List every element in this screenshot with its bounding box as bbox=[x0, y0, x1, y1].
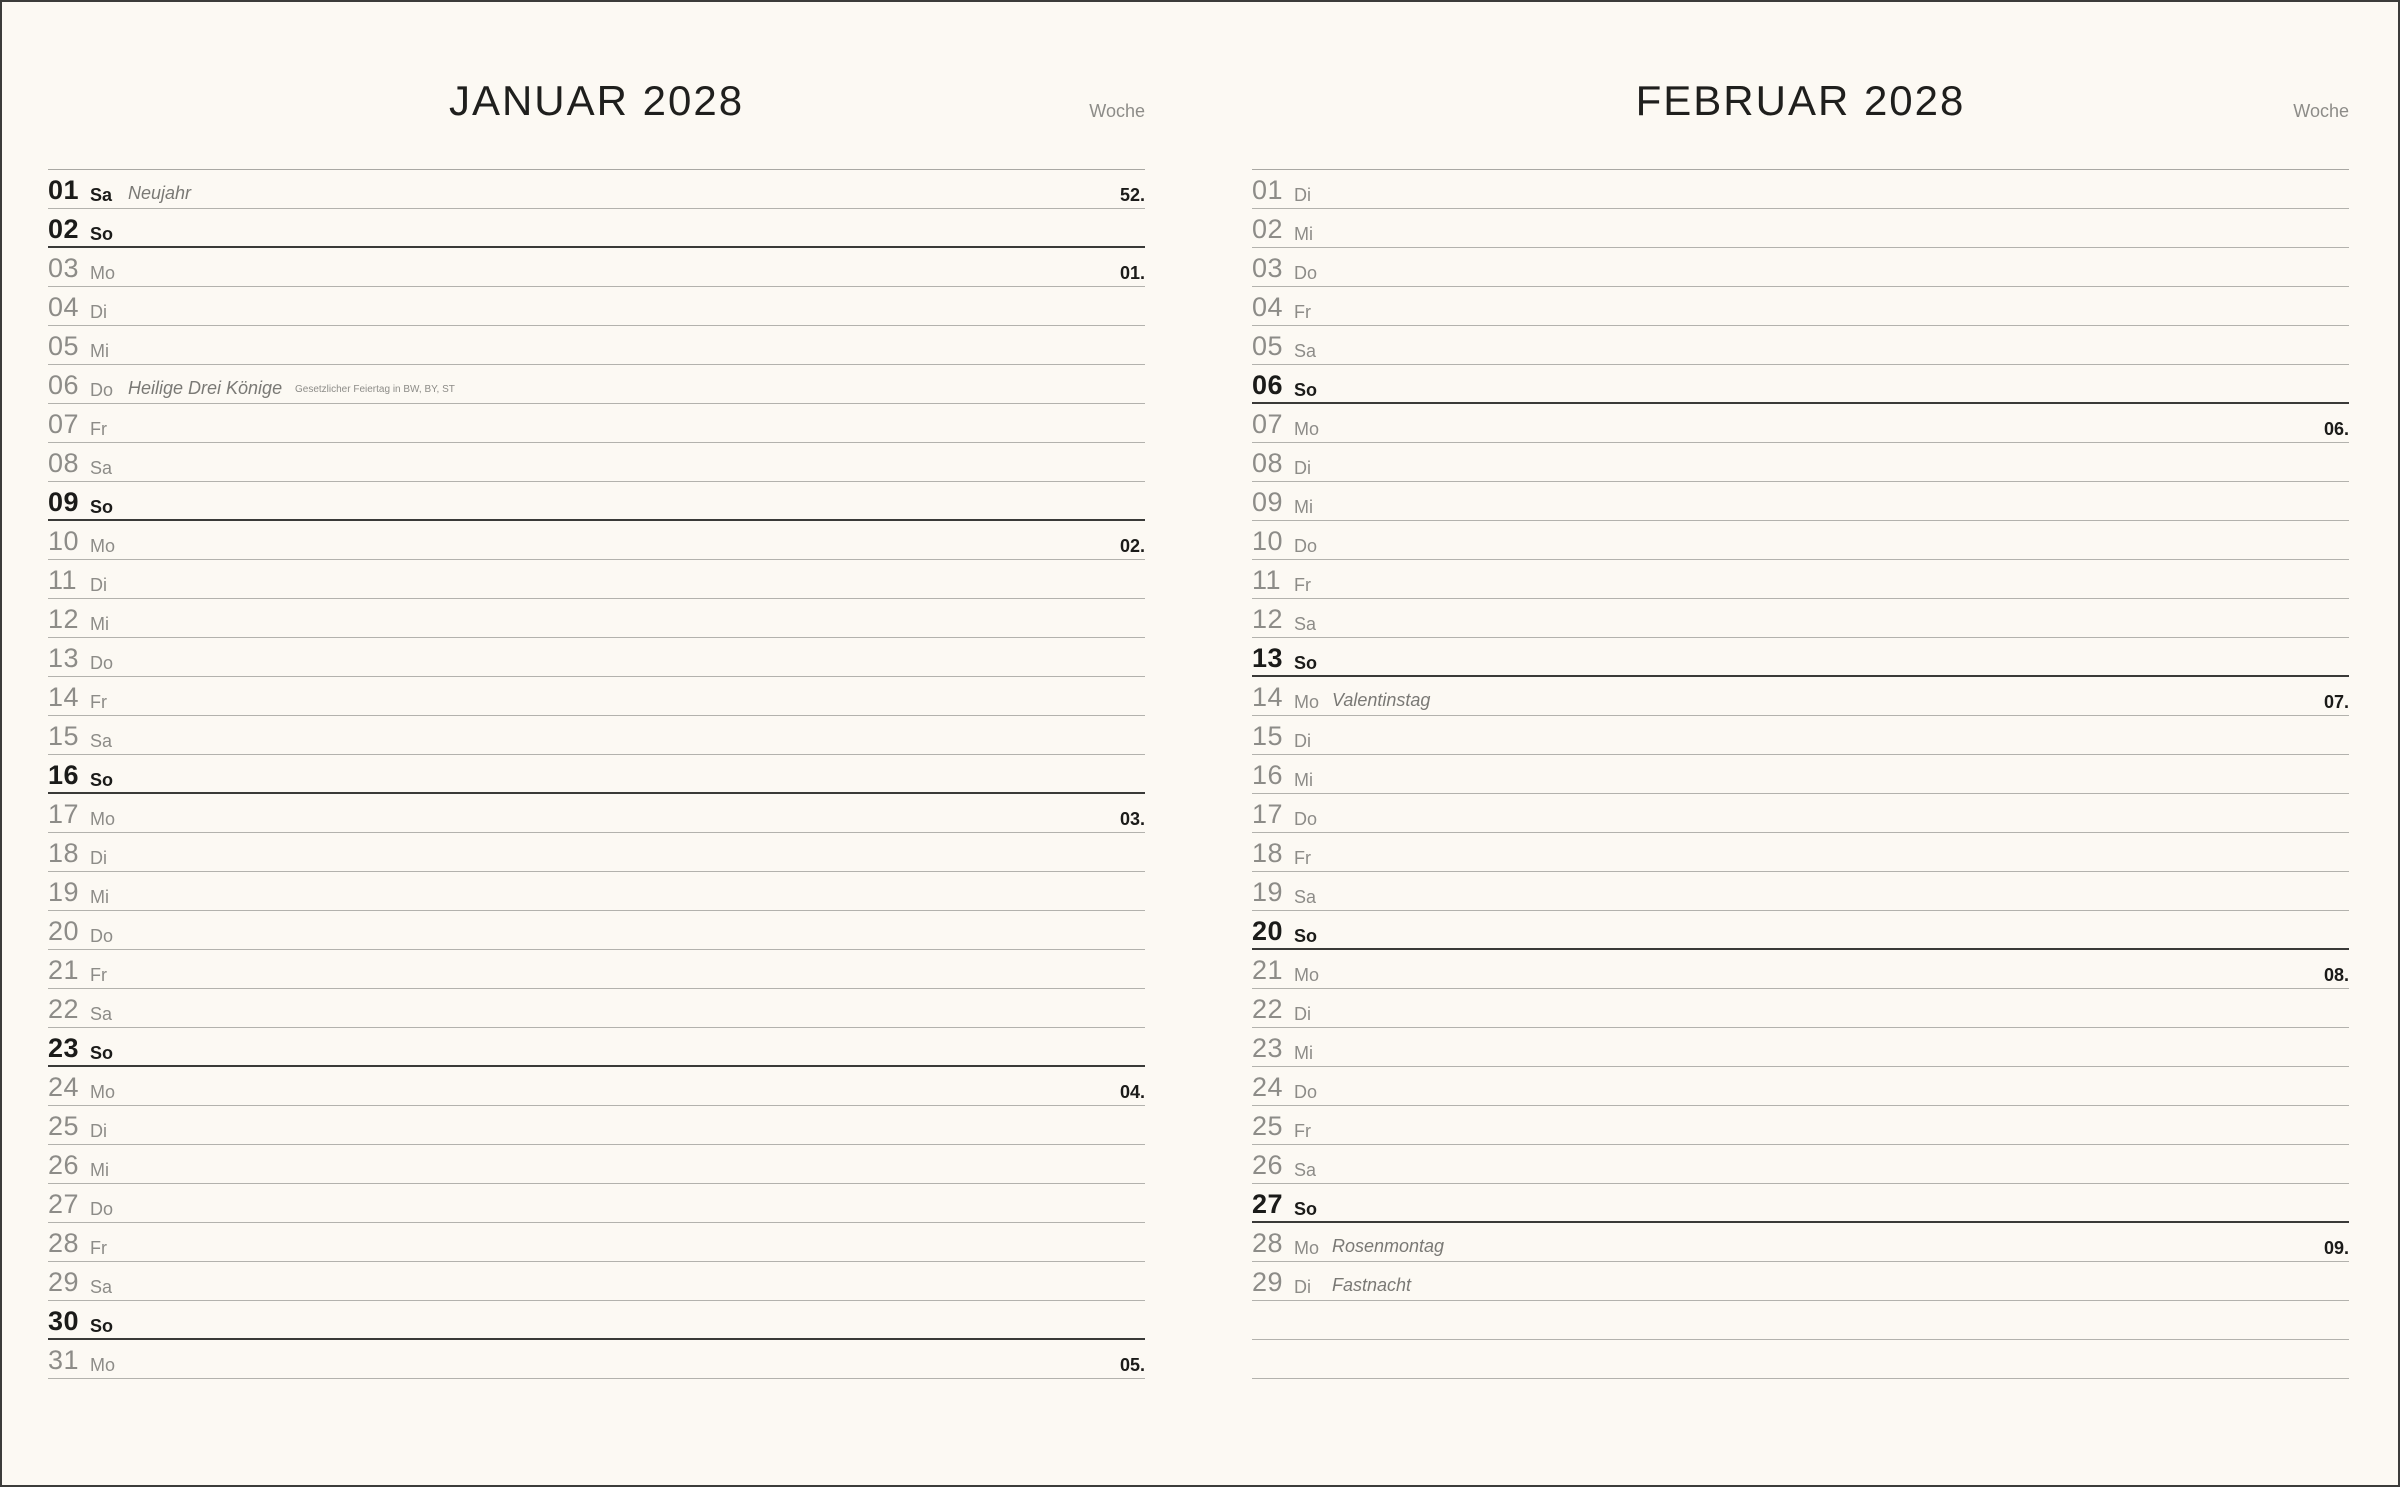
weekday-label: So bbox=[1294, 1199, 1318, 1219]
day-number: 08 bbox=[1252, 448, 1284, 478]
day-row bbox=[48, 794, 1145, 833]
day-number: 03 bbox=[48, 253, 80, 283]
weekday-label: Mi bbox=[90, 887, 109, 907]
day-number: 04 bbox=[1252, 292, 1284, 322]
day-number: 12 bbox=[1252, 604, 1284, 634]
weekday-label: Mo bbox=[90, 536, 116, 556]
day-number: 02 bbox=[48, 214, 80, 244]
week-number: 02. bbox=[1119, 536, 1145, 556]
day-number: 05 bbox=[1252, 331, 1284, 361]
day-row bbox=[48, 1184, 1145, 1223]
day-row bbox=[48, 599, 1145, 638]
weekday-label: Sa bbox=[90, 1004, 113, 1024]
day-number: 29 bbox=[1252, 1267, 1284, 1297]
day-row bbox=[1252, 560, 2349, 599]
day-row bbox=[48, 248, 1145, 287]
weekday-label: Fr bbox=[90, 1238, 107, 1258]
day-row bbox=[1252, 950, 2349, 989]
day-number: 01 bbox=[1252, 175, 1284, 205]
day-number: 26 bbox=[1252, 1150, 1284, 1180]
weekday-label: So bbox=[90, 497, 114, 517]
day-row bbox=[1252, 1184, 2349, 1223]
weekday-label: Di bbox=[90, 1121, 107, 1141]
day-number: 22 bbox=[1252, 994, 1284, 1024]
day-number: 14 bbox=[48, 682, 80, 712]
day-row bbox=[48, 560, 1145, 599]
weekday-label: Sa bbox=[1294, 614, 1317, 634]
day-number: 10 bbox=[48, 526, 80, 556]
day-row bbox=[1252, 482, 2349, 521]
holiday-label: Neujahr bbox=[128, 183, 192, 203]
day-number: 09 bbox=[1252, 487, 1284, 517]
day-number: 23 bbox=[48, 1033, 80, 1063]
day-row bbox=[48, 1106, 1145, 1145]
day-row bbox=[48, 911, 1145, 950]
day-number: 24 bbox=[1252, 1072, 1284, 1102]
week-column-label: Woche bbox=[2293, 101, 2349, 121]
holiday-label: Fastnacht bbox=[1332, 1275, 1412, 1295]
weekday-label: Mo bbox=[1294, 1238, 1320, 1258]
weekday-label: Do bbox=[90, 926, 114, 946]
day-number: 13 bbox=[1252, 643, 1284, 673]
day-number: 16 bbox=[1252, 760, 1284, 790]
day-row bbox=[48, 755, 1145, 794]
week-number: 07. bbox=[2323, 692, 2349, 712]
weekday-label: Di bbox=[90, 848, 107, 868]
weekday-label: Do bbox=[1294, 536, 1318, 556]
day-row bbox=[48, 287, 1145, 326]
day-row bbox=[1252, 833, 2349, 872]
day-row bbox=[48, 716, 1145, 755]
month-title: JANUAR 2028 bbox=[448, 77, 745, 124]
weekday-label: So bbox=[90, 1043, 114, 1063]
day-row bbox=[48, 404, 1145, 443]
day-row bbox=[48, 521, 1145, 560]
day-row bbox=[1252, 365, 2349, 404]
day-number: 30 bbox=[48, 1306, 80, 1336]
day-number: 10 bbox=[1252, 526, 1284, 556]
day-number: 02 bbox=[1252, 214, 1284, 244]
weekday-label: Mi bbox=[1294, 1043, 1313, 1063]
day-number: 15 bbox=[1252, 721, 1284, 751]
day-row bbox=[48, 1340, 1145, 1379]
holiday-label: Rosenmontag bbox=[1332, 1236, 1445, 1256]
week-number: 08. bbox=[2323, 965, 2349, 985]
weekday-label: Fr bbox=[90, 419, 107, 439]
weekday-label: Do bbox=[1294, 809, 1318, 829]
day-number: 06 bbox=[1252, 370, 1284, 400]
weekday-label: Mo bbox=[1294, 692, 1320, 712]
day-row bbox=[1252, 326, 2349, 365]
day-row bbox=[1252, 1067, 2349, 1106]
holiday-label: Heilige Drei Könige bbox=[128, 378, 283, 398]
weekday-label: Fr bbox=[1294, 302, 1311, 322]
weekday-label: Di bbox=[1294, 1004, 1311, 1024]
weekday-label: Di bbox=[90, 302, 107, 322]
weekday-label: Mo bbox=[1294, 419, 1320, 439]
holiday-label: Valentinstag bbox=[1332, 690, 1431, 710]
day-row bbox=[48, 833, 1145, 872]
weekday-label: Do bbox=[90, 380, 114, 400]
day-number: 11 bbox=[1252, 565, 1282, 595]
day-row bbox=[1252, 404, 2349, 443]
day-number: 06 bbox=[48, 370, 80, 400]
weekday-label: Fr bbox=[1294, 848, 1311, 868]
day-list bbox=[1252, 169, 2349, 1379]
weekday-label: Mi bbox=[1294, 224, 1313, 244]
day-number: 24 bbox=[48, 1072, 80, 1102]
day-row bbox=[48, 1301, 1145, 1340]
day-number: 18 bbox=[1252, 838, 1284, 868]
day-row bbox=[1252, 209, 2349, 248]
weekday-label: Mi bbox=[90, 614, 109, 634]
day-number: 28 bbox=[1252, 1228, 1284, 1258]
day-row bbox=[1252, 1106, 2349, 1145]
day-number: 07 bbox=[1252, 409, 1284, 439]
holiday-note: Gesetzlicher Feiertag in BW, BY, ST bbox=[295, 384, 455, 395]
month-title: FEBRUAR 2028 bbox=[1635, 77, 1966, 124]
day-number: 05 bbox=[48, 331, 80, 361]
day-number: 28 bbox=[48, 1228, 80, 1258]
day-row bbox=[1252, 1028, 2349, 1067]
day-number: 14 bbox=[1252, 682, 1284, 712]
day-row bbox=[1252, 755, 2349, 794]
weekday-label: Mi bbox=[1294, 770, 1313, 790]
day-number: 13 bbox=[48, 643, 80, 673]
week-number: 04. bbox=[1119, 1082, 1145, 1102]
day-row bbox=[1252, 677, 2349, 716]
weekday-label: Sa bbox=[90, 458, 113, 478]
weekday-label: So bbox=[1294, 926, 1318, 946]
day-number: 23 bbox=[1252, 1033, 1284, 1063]
day-row bbox=[48, 1145, 1145, 1184]
weekday-label: Mo bbox=[90, 1082, 116, 1102]
weekday-label: Di bbox=[1294, 185, 1311, 205]
day-number: 16 bbox=[48, 760, 80, 790]
day-row bbox=[1252, 521, 2349, 560]
day-list bbox=[48, 169, 1145, 1379]
calendar-spread bbox=[2, 2, 2398, 1485]
day-number: 09 bbox=[48, 487, 80, 517]
weekday-label: Sa bbox=[90, 1277, 113, 1297]
week-number: 06. bbox=[2323, 419, 2349, 439]
day-number: 03 bbox=[1252, 253, 1284, 283]
day-row bbox=[1252, 716, 2349, 755]
week-column-label: Woche bbox=[1089, 101, 1145, 121]
weekday-label: Sa bbox=[1294, 887, 1317, 907]
weekday-label: Mo bbox=[90, 263, 116, 283]
day-number: 04 bbox=[48, 292, 80, 322]
weekday-label: Mi bbox=[90, 1160, 109, 1180]
day-row bbox=[48, 365, 1145, 404]
week-number: 09. bbox=[2323, 1238, 2349, 1258]
day-number: 12 bbox=[48, 604, 80, 634]
day-number: 17 bbox=[48, 799, 80, 829]
weekday-label: Fr bbox=[90, 965, 107, 985]
day-row bbox=[48, 677, 1145, 716]
day-number: 17 bbox=[1252, 799, 1284, 829]
weekday-label: So bbox=[1294, 380, 1318, 400]
day-number: 25 bbox=[48, 1111, 80, 1141]
day-row bbox=[1252, 794, 2349, 833]
day-row bbox=[1252, 599, 2349, 638]
day-number: 19 bbox=[48, 877, 80, 907]
day-number: 20 bbox=[1252, 916, 1284, 946]
day-row bbox=[48, 950, 1145, 989]
weekday-label: Fr bbox=[1294, 1121, 1311, 1141]
day-row bbox=[1252, 1340, 2349, 1379]
weekday-label: So bbox=[90, 770, 114, 790]
day-row bbox=[48, 989, 1145, 1028]
day-number: 27 bbox=[1252, 1189, 1284, 1219]
weekday-label: Sa bbox=[90, 731, 113, 751]
day-row bbox=[48, 209, 1145, 248]
day-number: 08 bbox=[48, 448, 80, 478]
weekday-label: Di bbox=[1294, 731, 1311, 751]
day-row bbox=[48, 1262, 1145, 1301]
day-row bbox=[1252, 911, 2349, 950]
day-row bbox=[48, 443, 1145, 482]
day-number: 26 bbox=[48, 1150, 80, 1180]
day-row bbox=[1252, 638, 2349, 677]
weekday-label: So bbox=[1294, 653, 1318, 673]
day-number: 11 bbox=[48, 565, 78, 595]
day-row bbox=[48, 1028, 1145, 1067]
weekday-label: Mo bbox=[90, 1355, 116, 1375]
day-row bbox=[48, 170, 1145, 209]
day-number: 21 bbox=[1252, 955, 1284, 985]
day-number: 18 bbox=[48, 838, 80, 868]
day-number: 19 bbox=[1252, 877, 1284, 907]
weekday-label: Sa bbox=[1294, 341, 1317, 361]
day-number: 20 bbox=[48, 916, 80, 946]
weekday-label: Do bbox=[1294, 1082, 1318, 1102]
weekday-label: Mo bbox=[90, 809, 116, 829]
week-number: 03. bbox=[1119, 809, 1145, 829]
day-number: 01 bbox=[48, 175, 80, 205]
weekday-label: Sa bbox=[1294, 1160, 1317, 1180]
day-row bbox=[1252, 1145, 2349, 1184]
day-number: 21 bbox=[48, 955, 80, 985]
weekday-label: Do bbox=[90, 1199, 114, 1219]
day-row bbox=[1252, 989, 2349, 1028]
day-row bbox=[48, 1223, 1145, 1262]
weekday-label: Di bbox=[1294, 1277, 1311, 1297]
weekday-label: Di bbox=[90, 575, 107, 595]
day-row bbox=[1252, 1223, 2349, 1262]
day-row bbox=[48, 1067, 1145, 1106]
weekday-label: Mo bbox=[1294, 965, 1320, 985]
day-row bbox=[1252, 872, 2349, 911]
day-number: 22 bbox=[48, 994, 80, 1024]
weekday-label: Fr bbox=[1294, 575, 1311, 595]
week-number: 05. bbox=[1119, 1355, 1145, 1375]
week-number: 01. bbox=[1119, 263, 1145, 283]
day-row bbox=[48, 638, 1145, 677]
weekday-label: Di bbox=[1294, 458, 1311, 478]
day-row bbox=[1252, 248, 2349, 287]
day-row bbox=[1252, 443, 2349, 482]
weekday-label: Mi bbox=[1294, 497, 1313, 517]
weekday-label: So bbox=[90, 224, 114, 244]
weekday-label: Sa bbox=[90, 185, 113, 205]
day-row bbox=[1252, 1262, 2349, 1301]
day-row bbox=[48, 326, 1145, 365]
day-number: 31 bbox=[48, 1345, 80, 1375]
weekday-label: Mi bbox=[90, 341, 109, 361]
day-number: 29 bbox=[48, 1267, 80, 1297]
day-number: 15 bbox=[48, 721, 80, 751]
weekday-label: Do bbox=[90, 653, 114, 673]
week-number: 52. bbox=[1119, 185, 1145, 205]
day-row bbox=[1252, 1301, 2349, 1340]
weekday-label: Fr bbox=[90, 692, 107, 712]
day-number: 07 bbox=[48, 409, 80, 439]
day-number: 25 bbox=[1252, 1111, 1284, 1141]
day-row bbox=[1252, 170, 2349, 209]
weekday-label: So bbox=[90, 1316, 114, 1336]
day-number: 27 bbox=[48, 1189, 80, 1219]
day-row bbox=[48, 872, 1145, 911]
day-row bbox=[48, 482, 1145, 521]
weekday-label: Do bbox=[1294, 263, 1318, 283]
day-row bbox=[1252, 287, 2349, 326]
